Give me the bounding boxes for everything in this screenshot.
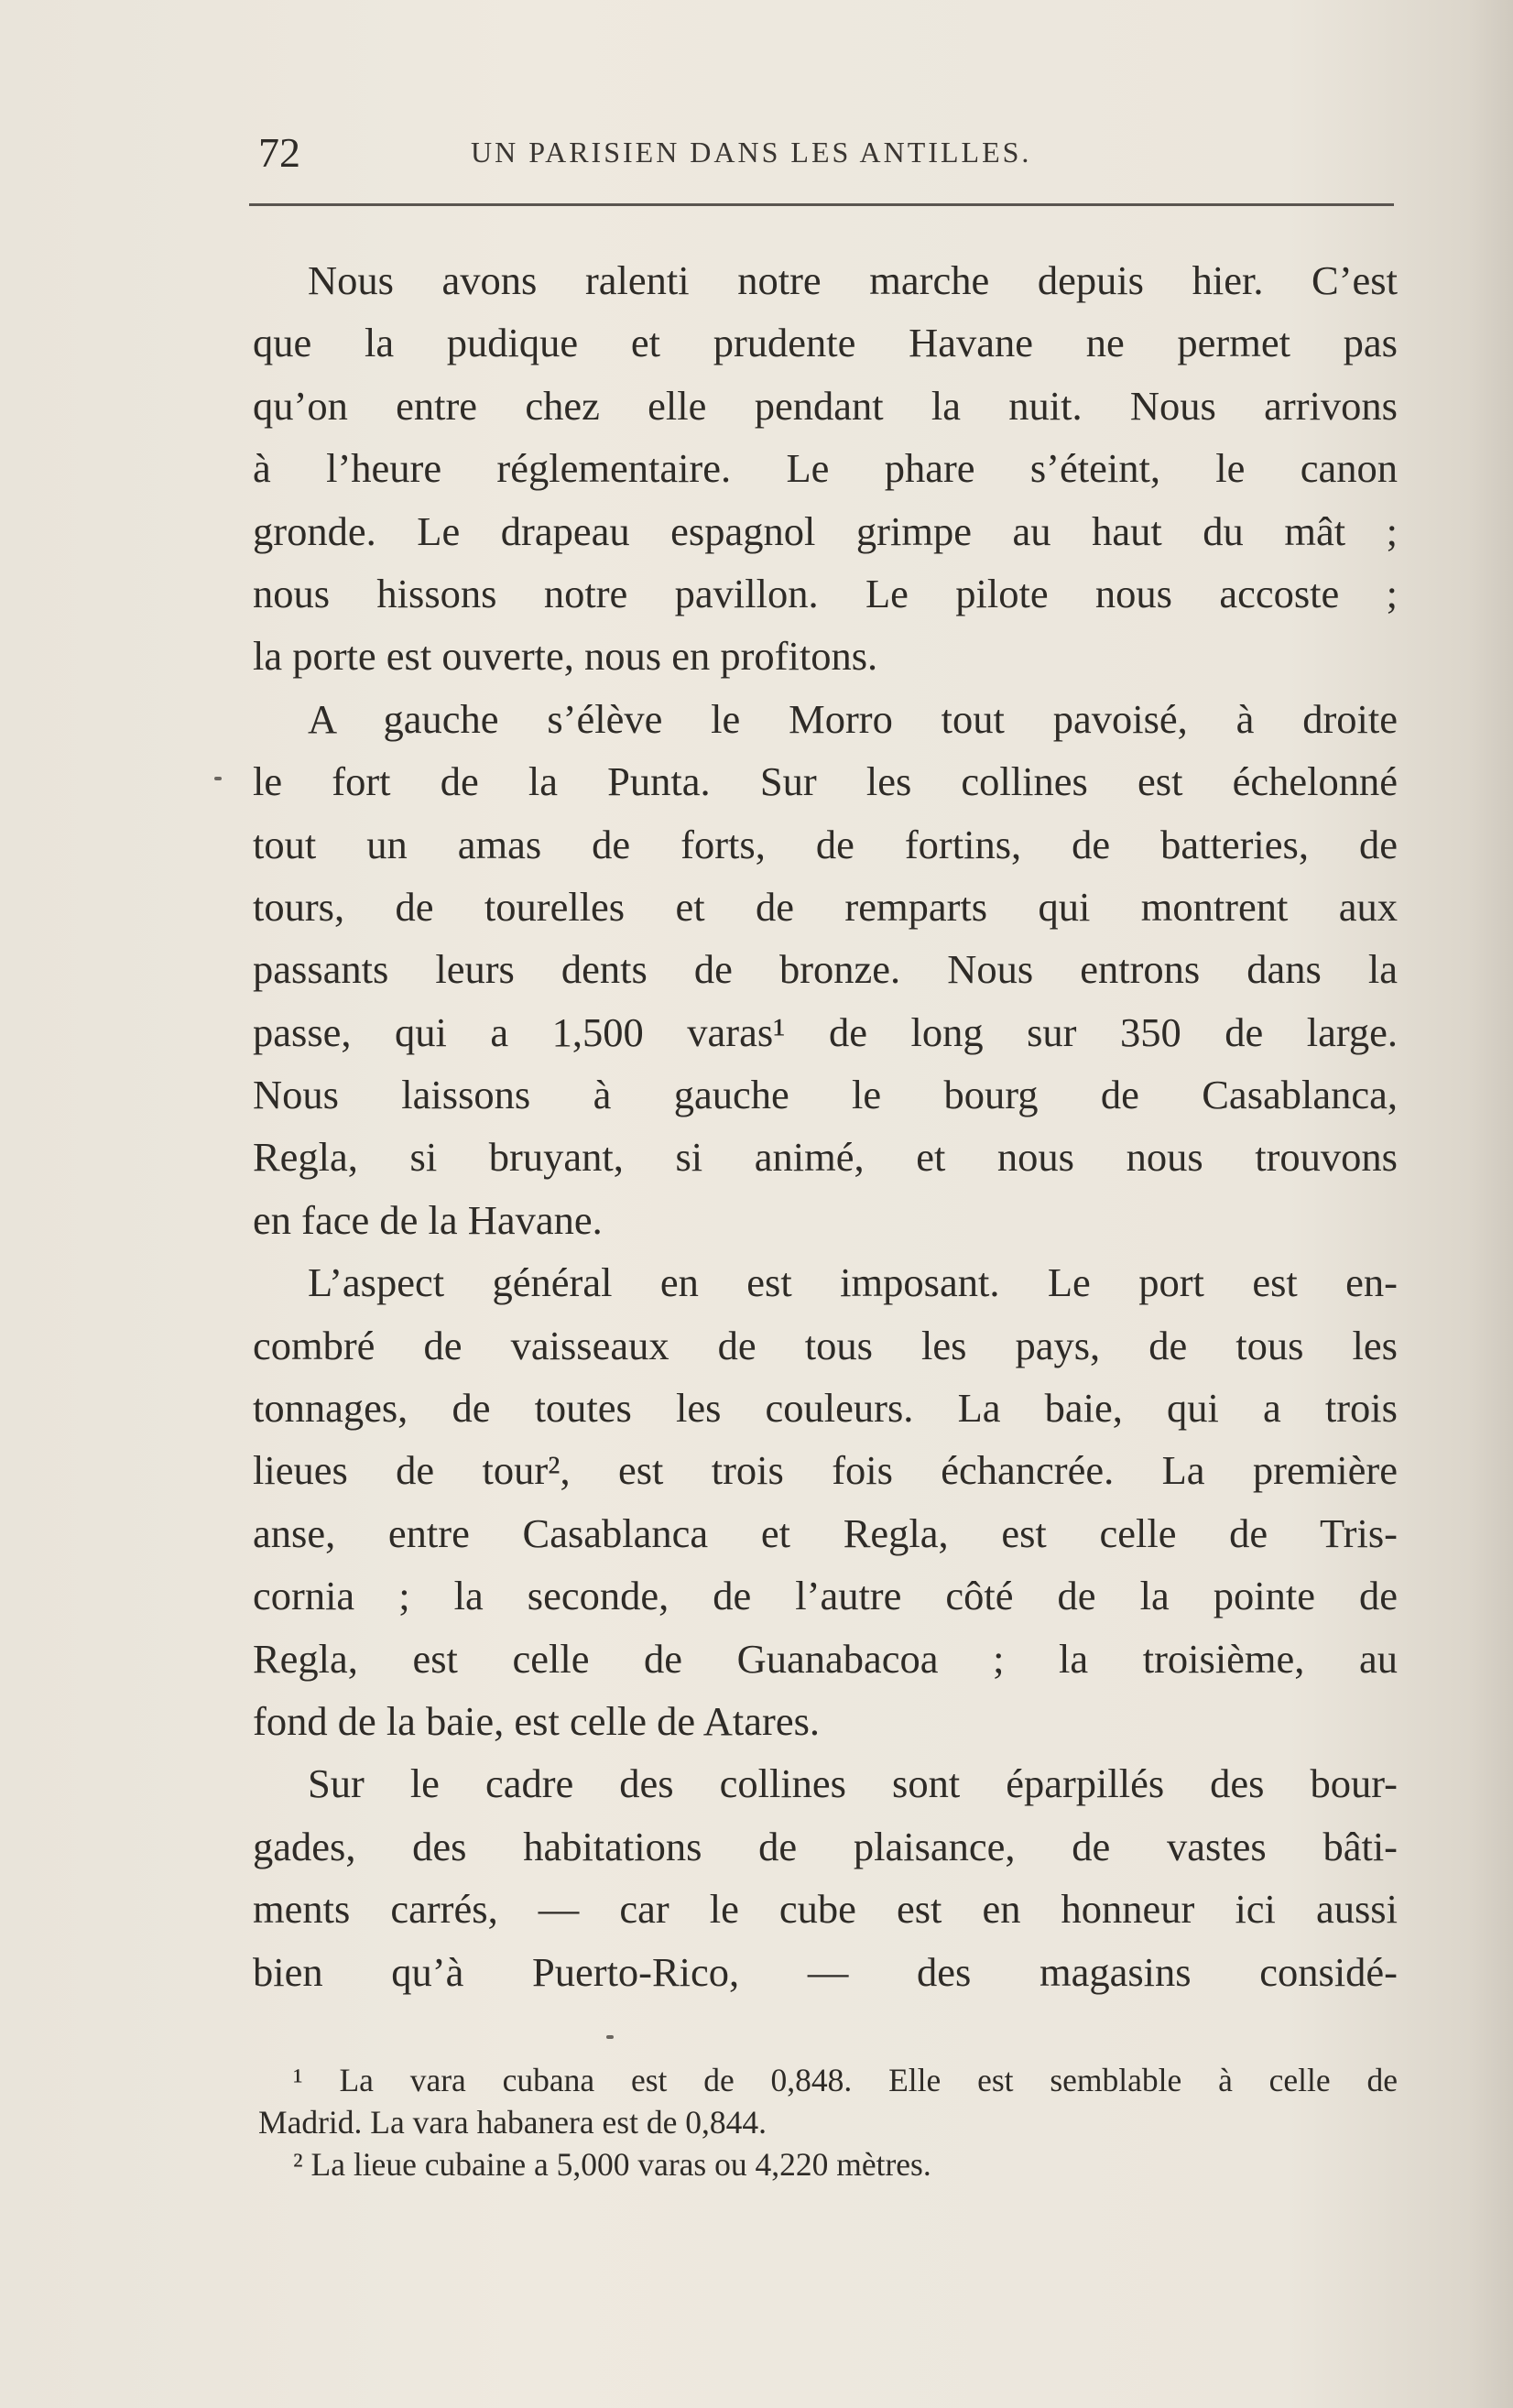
text-line: en face de la Havane. [253, 1196, 603, 1243]
text-line: cornia ; la seconde, de l’autre côté de la pointe de [253, 1573, 1398, 1619]
header-rule [249, 203, 1394, 206]
text-line: le fort de la Punta. Sur les collines est échelonné [253, 758, 1398, 805]
text-line: passe, qui a 1,500 varas¹ de long sur 350 de large. [253, 1008, 1398, 1055]
body-text [253, 249, 1398, 2003]
margin-mark [214, 777, 222, 780]
text-line: tonnages, de toutes les couleurs. La baie, qui a trois [253, 1385, 1398, 1432]
footnote-line: Madrid. La vara habanera est de 0,844. [258, 2104, 767, 2141]
page-number: 72 [258, 129, 300, 176]
text-line: qu’on entre chez elle pendant la nuit. Nous arrivons [253, 382, 1398, 429]
text-line: tours, de tourelles et de remparts qui montrent aux [253, 883, 1398, 930]
text-line: la porte est ouverte, nous en profitons. [253, 633, 878, 680]
page-header [251, 128, 1398, 174]
footnote-line: ² La lieue cubaine a 5,000 varas ou 4,220 mètres. [293, 2146, 931, 2183]
text-line: gades, des habitations de plaisance, de vastes bâti- [253, 1823, 1398, 1869]
text-line: bien qu’à Puerto-Rico, — des magasins considé- [253, 1948, 1398, 1995]
text-line: combré de vaisseaux de tous les pays, de tous les [253, 1322, 1398, 1368]
text-line: fond de la baie, est celle de Atares. [253, 1697, 821, 1744]
ink-dot [606, 2035, 614, 2039]
text-line: anse, entre Casablanca et Regla, est celle de Tris- [253, 1509, 1398, 1556]
text-line: que la pudique et prudente Havane ne permet pas [253, 320, 1398, 366]
text-line: Regla, est celle de Guanabacoa ; la troisième, au [253, 1635, 1398, 1682]
text-line: gronde. Le drapeau espagnol grimpe au haut du mât ; [253, 507, 1398, 554]
text-line: Nous avons ralenti notre marche depuis hier. C’est [308, 257, 1398, 303]
text-line: Sur le cadre des collines sont éparpillés des bour- [308, 1760, 1398, 1807]
footnotes [258, 2059, 1398, 2185]
text-line: lieues de tour², est trois fois échancrée. La première [253, 1447, 1398, 1494]
text-line: A gauche s’élève le Morro tout pavoisé, à droite [308, 695, 1398, 742]
text-line: L’aspect général en est imposant. Le port est en- [308, 1259, 1398, 1306]
running-title: UN PARISIEN DANS LES ANTILLES. [471, 136, 1032, 169]
text-line: Regla, si bruyant, si animé, et nous nous trouvons [253, 1134, 1398, 1181]
text-line: à l’heure réglementaire. Le phare s’éteint, le canon [253, 445, 1398, 492]
text-line: ments carrés, — car le cube est en honneur ici aussi [253, 1886, 1398, 1933]
text-line: passants leurs dents de bronze. Nous entrons dans la [253, 946, 1398, 993]
text-line: nous hissons notre pavillon. Le pilote nous accoste ; [253, 570, 1398, 616]
text-line: Nous laissons à gauche le bourg de Casablanca, [253, 1072, 1398, 1118]
footnote-line: ¹ La vara cubana est de 0,848. Elle est semblable à celle de [293, 2062, 1398, 2098]
text-line: tout un amas de forts, de fortins, de batteries, de [253, 821, 1398, 867]
